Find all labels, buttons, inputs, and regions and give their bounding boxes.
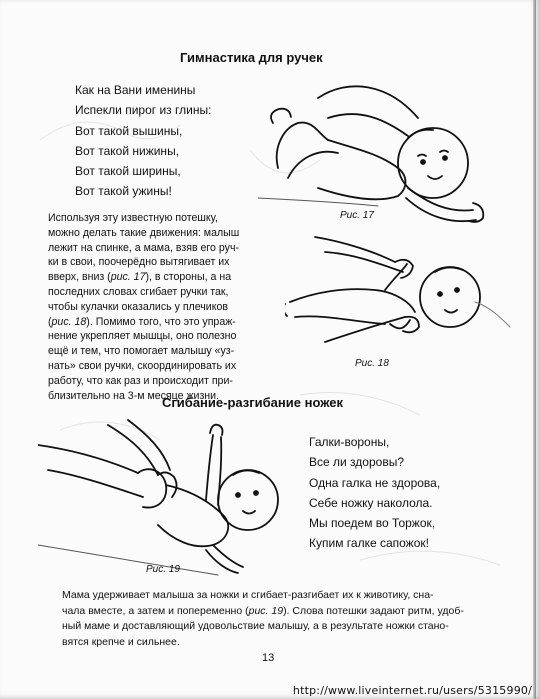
figure-18-caption: Рис. 18 bbox=[355, 358, 389, 369]
text-run: ). Помимо того, что это упраж- bbox=[86, 315, 236, 328]
text-run: вверх, вниз ( bbox=[48, 271, 111, 284]
poem-line: Все ли здоровы? bbox=[309, 455, 404, 470]
text-run: чтобы кулачки оказались у плечиков bbox=[48, 300, 228, 313]
section-title-leg-flexion: Сгибание-разгибание ножек bbox=[162, 395, 344, 410]
paragraph-line bbox=[48, 315, 294, 330]
poem-line: Вот такой нижины, bbox=[75, 143, 180, 158]
figure-19-illustration bbox=[38, 415, 293, 580]
text-run: близительно на 3-м месяце жизни. bbox=[48, 389, 220, 402]
figure-reference: рис. 19 bbox=[248, 604, 284, 617]
poem-line: Вот такой ужины! bbox=[75, 184, 172, 199]
text-run: ( bbox=[48, 315, 52, 328]
figure-reference: рис. 17 bbox=[110, 271, 146, 284]
figure-reference: рис. 18 bbox=[51, 315, 87, 328]
text-run: вятся крепче и сильнее. bbox=[62, 635, 180, 648]
poem-line: Купим галке сапожок! bbox=[309, 536, 429, 551]
figure-17-illustration bbox=[258, 78, 508, 228]
paragraph-line bbox=[62, 604, 502, 620]
paragraph-line bbox=[48, 359, 294, 374]
page-number: 13 bbox=[262, 652, 275, 664]
poem-line: Вот такой ширины, bbox=[75, 164, 181, 179]
text-run: ), в стороны, а на bbox=[145, 271, 232, 284]
text-run: лежит на спинке, а мама, взяв его руч- bbox=[48, 241, 239, 254]
text-run: ). Слова потешки задают ритм, удоб- bbox=[283, 604, 464, 617]
paragraph-line bbox=[48, 300, 294, 315]
paragraph-line bbox=[48, 270, 294, 285]
paragraph-line bbox=[62, 635, 502, 651]
figure-17-caption: Рис. 17 bbox=[340, 210, 374, 221]
paragraph-line bbox=[48, 329, 294, 344]
poem-line: Как на Вани именины bbox=[75, 83, 196, 97]
paragraph-line bbox=[48, 255, 294, 270]
poem-line: Испекли пирог из глины: bbox=[75, 103, 212, 118]
poem-line: Галки-вороны, bbox=[309, 435, 390, 449]
poem-line: Мы поедем во Торжок, bbox=[309, 516, 436, 531]
text-run: Мама удерживает малыша за ножки и сгибает-разгибает их к животику, сна- bbox=[62, 589, 434, 601]
text-run: последних словах сгибает ручки так, bbox=[48, 285, 229, 298]
text-run: ки в свои, поочерёдно вытягивает их bbox=[48, 256, 230, 269]
text-run: Используя эту известную потешку, bbox=[48, 212, 218, 224]
poem-galki bbox=[309, 432, 440, 554]
text-run: можно делать такие движения: малыш bbox=[48, 226, 240, 239]
poem-vanya bbox=[75, 80, 211, 202]
paragraph-line bbox=[48, 241, 294, 256]
source-url-watermark: http://www.liveinternet.ru/users/5315990/ bbox=[292, 684, 532, 697]
paragraph-line bbox=[48, 226, 294, 241]
figure-18-illustration bbox=[285, 232, 515, 362]
paragraph-line bbox=[48, 344, 294, 359]
text-run: ещё и тем, что помогает малышу «уз- bbox=[48, 345, 235, 358]
section-title-arm-gymnastics: Гимнастика для ручек bbox=[180, 50, 323, 65]
paragraph-line bbox=[62, 619, 502, 635]
poem-line: Одна галка не здорова, bbox=[309, 475, 441, 490]
paragraph-line bbox=[48, 374, 294, 389]
figure-19-caption: Рис. 19 bbox=[146, 564, 180, 575]
text-run: чала вместе, а затем и попеременно ( bbox=[62, 604, 249, 617]
paragraph-line bbox=[62, 588, 502, 604]
text-run: ный маме и доставляющий удовольствие малышу, а в результате ножки стано- bbox=[62, 620, 449, 632]
text-run: нать» свои ручки, скоординировать их bbox=[48, 359, 237, 372]
paragraph-line bbox=[48, 285, 294, 300]
poem-line: Вот такой вышины, bbox=[75, 123, 183, 138]
poem-line: Себе ножку наколола. bbox=[309, 495, 433, 510]
paragraph-arm-exercise bbox=[48, 211, 294, 403]
text-run: работу, что как раз и происходит при- bbox=[48, 374, 233, 387]
paragraph-leg-exercise bbox=[62, 588, 502, 650]
text-run: нение укрепляет мышцы, оно полезно bbox=[48, 330, 237, 343]
